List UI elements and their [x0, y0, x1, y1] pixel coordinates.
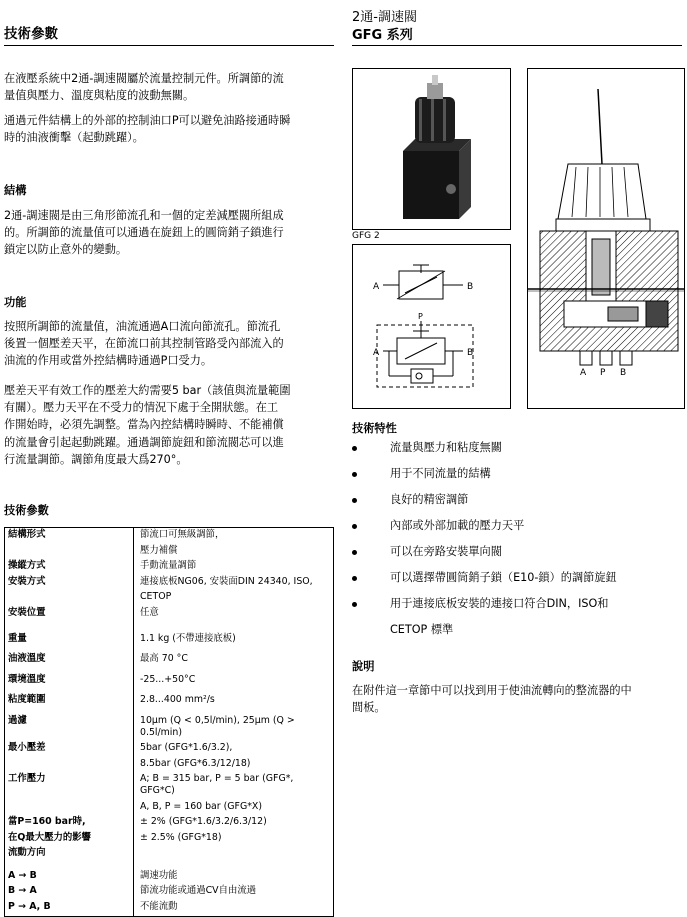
- table-row: 在Q最大壓力的影響 ± 2.5% (GFG*18): [5, 831, 334, 847]
- table-row: 8.5bar (GFG*6.3/12/18): [5, 757, 334, 773]
- table-row: A, B, P = 160 bar (GFG*X): [5, 800, 334, 816]
- section-drawing-svg: [528, 69, 684, 408]
- features-heading: 技術特性: [352, 422, 397, 435]
- table-row: 安裝位置 任意: [5, 606, 334, 627]
- table-row: 最小壓差 5bar (GFG*1.6/3.2),: [5, 741, 334, 757]
- table-row: 安裝方式 連接底板NG06, 安裝面DIN 24340, ISO,: [5, 575, 334, 591]
- symbol-label-a: A: [373, 282, 380, 292]
- function-paragraph-2: 壓差天平有效工作的壓差大約需要5 bar（該值與流量範圍 有關）。壓力天平在不受力的情況下處于全開狀態。在工 作開始時，必須先調整。當為內控結構時瞬時、不能補償 的流量會引起起動跳躍。通過調節旋鈕和節流閥芯可以進 行流量調節。調節角度最大爲270°。: [4, 384, 291, 466]
- bullet-icon: [352, 446, 357, 451]
- bullet-icon: [352, 472, 357, 477]
- intro-paragraph-1: 在液壓系統中2通-調速閥屬於流量控制元件。所調節的流 量值與壓力、溫度與粘度的波動無關。: [4, 72, 284, 103]
- structure-paragraph: 2通-調速閥是由三角形節流孔和一個的定差減壓閥所組成 的。所調節的流量值可以通過在旋鈕上的圓筒銷子鎖進行 鎖定以防止意外的變動。: [4, 209, 284, 257]
- table-row: 過濾 10μm (Q < 0,5l/min), 25μm (Q > 0.5l/min): [5, 714, 334, 741]
- bullet-icon: [352, 550, 357, 555]
- table-row: P → A, B 不能流動: [5, 900, 334, 916]
- hydraulic-symbols: [352, 244, 511, 409]
- list-item: 用于不同流量的結構: [352, 466, 682, 492]
- table-row: A → B 調速功能: [5, 869, 334, 885]
- symbol-label-p: P: [418, 312, 423, 321]
- port-label-a: A: [580, 368, 587, 378]
- list-item: 內部或外部加載的壓力天平: [352, 518, 682, 544]
- intro-paragraph-2: 通過元件結構上的外部的控制油口P可以避免油路接通時瞬 時的油液衝擊（起動跳躍）。: [4, 114, 291, 145]
- bullet-icon: [352, 576, 357, 581]
- product-photo: [352, 68, 511, 230]
- structure-heading: 結構: [4, 184, 27, 197]
- table-row: 粘度範圍 2.8...400 mm²/s: [5, 693, 334, 714]
- list-item: 良好的精密調節: [352, 492, 682, 518]
- section-drawing: [527, 68, 685, 409]
- product-series: GFG 系列: [352, 28, 413, 43]
- function-paragraph-1: 按照所調節的流量值，油流通過A口流向節流孔。節流孔 後置一個壓差天平，在節流口前其控制管路受內部流入的 油流的作用或當外控結構時通過P口受力。: [4, 320, 284, 368]
- table-row: 壓力補償: [5, 544, 334, 560]
- symbol-label-a-2: A: [373, 348, 380, 358]
- page-section-title: 技術參數: [4, 26, 58, 42]
- list-item: 用于連接底板安裝的連接口符合DIN，ISO和: [352, 596, 682, 622]
- specs-table: [4, 527, 334, 917]
- table-row: B → A 節流功能或通過CV自由流過: [5, 884, 334, 900]
- bullet-icon: [352, 498, 357, 503]
- specs-heading: 技術參數: [4, 504, 49, 517]
- features-list: [352, 440, 682, 622]
- symbol-diagram: [353, 245, 510, 408]
- list-item: 可以選擇帶圓筒銷子鎖（E10-鎖）的調節旋鈕: [352, 570, 682, 596]
- table-row: 油液溫度 最高 70 °C: [5, 652, 334, 673]
- bullet-icon: [352, 524, 357, 529]
- function-heading: 功能: [4, 296, 27, 309]
- table-row: 當P=160 bar時, ± 2% (GFG*1.6/3.2/6.3/12): [5, 815, 334, 831]
- note-paragraph: 在附件這一章節中可以找到用于使油流轉向的整流器的中 間板。: [352, 684, 632, 715]
- product-name: 2通-調速閥: [352, 10, 417, 25]
- photo-caption: GFG 2: [352, 231, 380, 241]
- port-label-p: P: [600, 368, 606, 378]
- valve-photo-drawing: [353, 69, 510, 229]
- table-row: 流動方向: [5, 846, 334, 869]
- list-item: 可以在旁路安裝單向閥: [352, 544, 682, 570]
- table-row: 操縱方式 手動流量調節: [5, 559, 334, 575]
- list-item: 流量與壓力和粘度無關: [352, 440, 682, 466]
- table-row: 結構形式 節流口可無級調節，: [5, 528, 334, 544]
- header-rule-left: [4, 45, 334, 46]
- features-continuation: CETOP 標準: [390, 623, 454, 636]
- symbol-label-b: B: [467, 282, 474, 292]
- symbol-label-b-2: B: [467, 348, 474, 358]
- table-row: 重量 1.1 kg (不帶連接底板): [5, 627, 334, 653]
- table-row: CETOP: [5, 590, 334, 606]
- note-heading: 說明: [352, 660, 375, 673]
- bullet-icon: [352, 602, 357, 607]
- header-rule-right: [352, 45, 682, 46]
- port-label-b: B: [620, 368, 627, 378]
- table-row: 環境溫度 -25...+50°C: [5, 673, 334, 694]
- table-row: 工作壓力 A; B = 315 bar, P = 5 bar (GFG*, GFG*C): [5, 772, 334, 799]
